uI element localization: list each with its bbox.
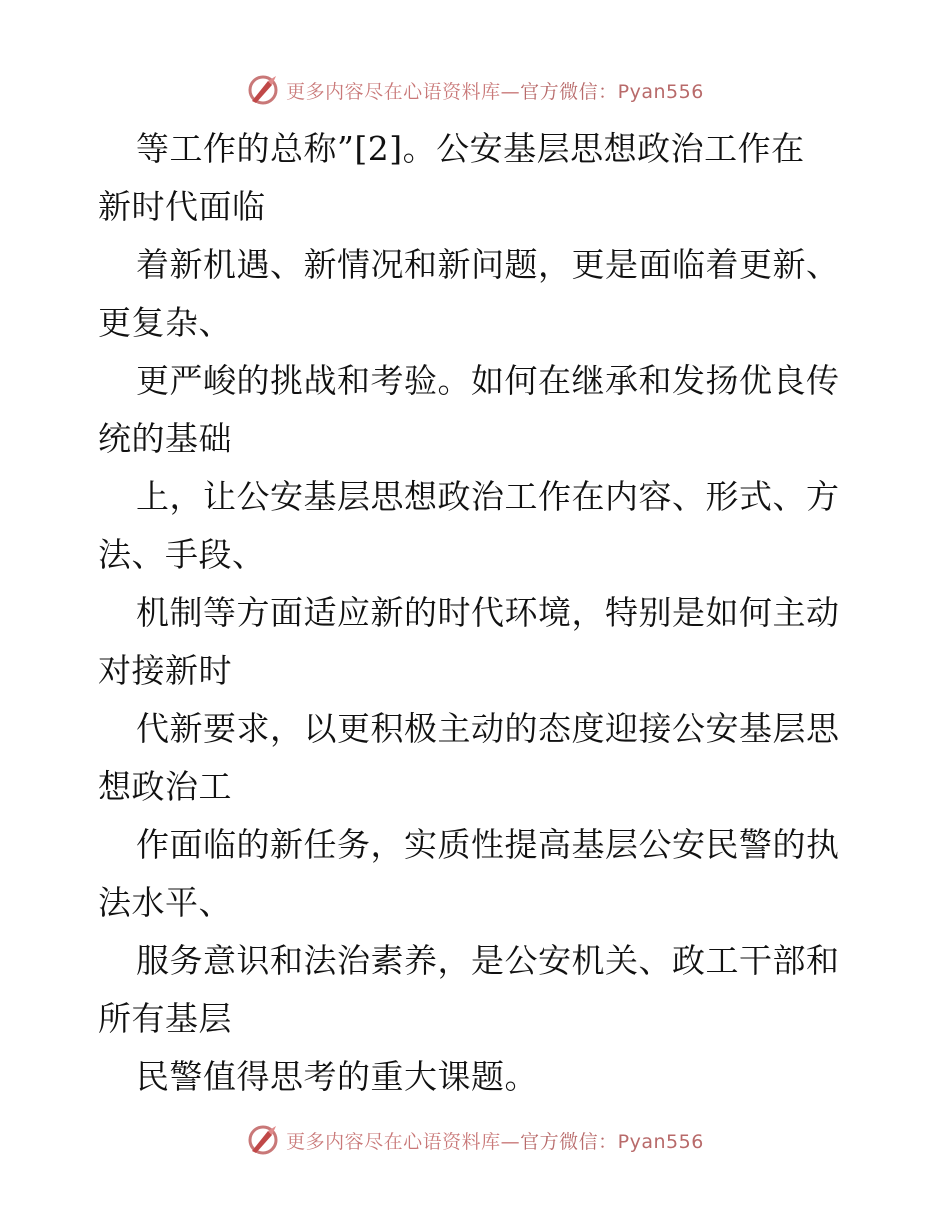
watermark-text	[286, 1127, 704, 1154]
watermark-dash: —	[500, 1130, 521, 1153]
body-line: 等工作的总称”[2]。公安基层思想政治工作在	[136, 129, 805, 168]
header-watermark	[0, 70, 950, 110]
body-line: 代新要求，以更积极主动的态度迎接公安基层思	[136, 709, 840, 748]
body-line: 民警值得思考的重大课题。	[136, 1057, 538, 1096]
body-line: 法水平、	[98, 883, 232, 922]
body-line: 更复杂、	[98, 303, 232, 342]
watermark-text	[286, 77, 704, 104]
quill-pen-logo-icon	[246, 1123, 280, 1157]
body-line: 着新机遇、新情况和新问题，更是面临着更新、	[136, 245, 840, 284]
watermark-wechat-text: 官方微信：Pyan556	[520, 80, 704, 103]
quill-pen-logo-icon	[246, 73, 280, 107]
watermark-site-text: 更多内容尽在心语资料库	[286, 1130, 501, 1153]
footer-watermark	[0, 1120, 950, 1160]
watermark-wechat-text: 官方微信：Pyan556	[520, 1130, 704, 1153]
body-line: 新时代面临	[98, 187, 266, 226]
body-line: 所有基层	[98, 999, 232, 1038]
watermark-dash: —	[500, 80, 521, 103]
body-line: 对接新时	[98, 651, 232, 690]
body-line: 更严峻的挑战和考验。如何在继承和发扬优良传	[136, 361, 840, 400]
body-line: 作面临的新任务，实质性提高基层公安民警的执	[136, 825, 840, 864]
document-body	[98, 120, 858, 1106]
watermark-site-text: 更多内容尽在心语资料库	[286, 80, 501, 103]
body-line: 法、手段、	[98, 535, 266, 574]
body-line: 想政治工	[98, 767, 232, 806]
body-line: 上，让公安基层思想政治工作在内容、形式、方	[136, 477, 840, 516]
body-line: 服务意识和法治素养，是公安机关、政工干部和	[136, 941, 840, 980]
body-line: 机制等方面适应新的时代环境，特别是如何主动	[136, 593, 840, 632]
body-line: 统的基础	[98, 419, 232, 458]
